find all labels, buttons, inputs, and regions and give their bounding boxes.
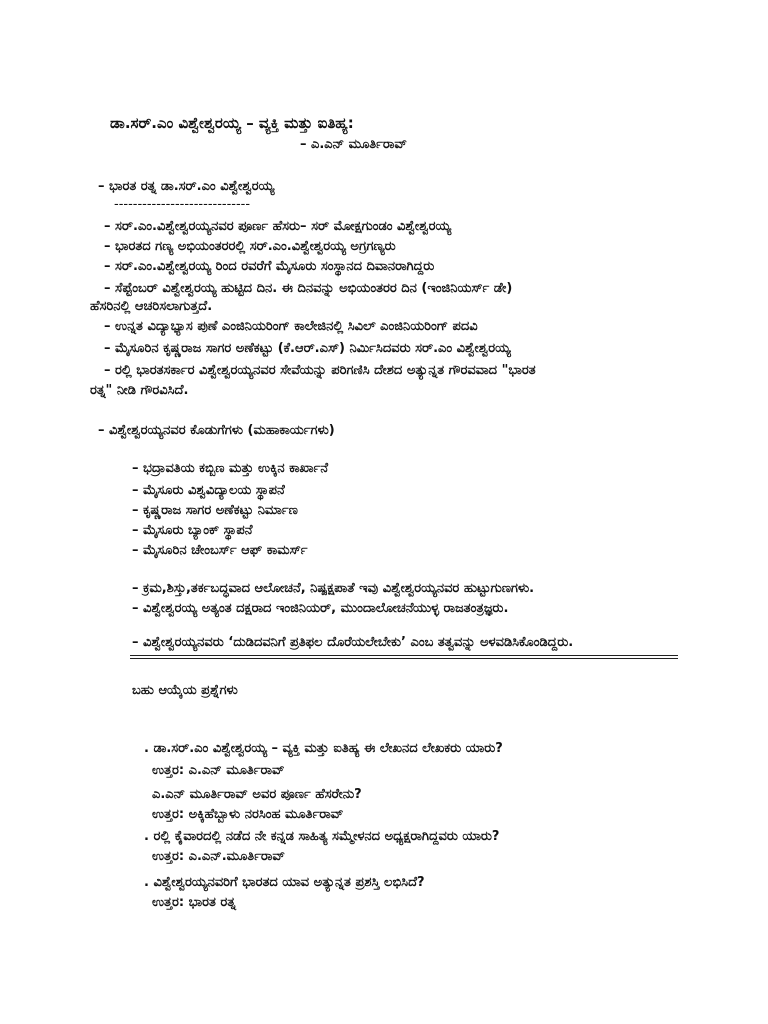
contribution-item: – ಮೈಸೂರು ವಿಶ್ವವಿದ್ಯಾಲಯ ಸ್ಥಾಪನೆ <box>132 483 285 498</box>
answer-4: ಉತ್ತರ: ಭಾರತ ರತ್ನ <box>152 895 236 910</box>
author-line: – ಎ.ಎನ್ ಮೂರ್ತಿರಾವ್ <box>300 137 407 152</box>
contribution-item: – ಭದ್ರಾವತಿಯ ಕಬ್ಬಿಣ ಮತ್ತು ಉಕ್ಕಿನ ಕಾರ್ಖಾನೆ <box>132 461 329 476</box>
principle-quote: – ವಿಶ್ವೇಶ್ವರಯ್ಯನವರು ‘ದುಡಿದವನಿಗೆ ಪ್ರತಿಫಲ ದೊರೆಯಲೇಬೇಕು’ ಎಂಬ ತತ್ವವನ್ನು ಅಳವಡಿಸಿಕೊಂಡಿದ್ದರು. <box>132 635 574 650</box>
question-4: . ವಿಶ್ವೇಶ್ವರಯ್ಯನವರಿಗೆ ಭಾರತದ ಯಾವ ಅತ್ಯುನ್ನತ ಪ್ರಶಸ್ತಿ ಲಭಿಸಿದೆ? <box>144 875 425 890</box>
section-heading-bharat-ratna: – ಭಾರತ ರತ್ನ ಡಾ.ಸರ್.ಎಂ ವಿಶ್ವೇಶ್ವರಯ್ಯ <box>98 179 275 194</box>
contribution-item: – ಮೈಸೂರು ಬ್ಯಾಂಕ್ ಸ್ಥಾಪನೆ <box>132 523 253 538</box>
question-3: . ರಲ್ಲಿ ಕೈವಾರದಲ್ಲಿ ನಡೆದ ನೇ ಕನ್ನಡ ಸಾಹಿತ್ಯ ಸಮ್ಮೇಳನದ ಅಧ್ಯಕ್ಷರಾಗಿದ್ದವರು ಯಾರು? <box>144 829 500 844</box>
section-heading-contributions: – ವಿಶ್ವೇಶ್ವರಯ್ಯನವರ ಕೊಡುಗೆಗಳು (ಮಹಾಕಾರ್ಯಗಳು) <box>98 423 335 438</box>
question-1: . ಡಾ.ಸರ್.ಎಂ ವಿಶ್ವೇಶ್ವರಯ್ಯ – ವ್ಯಕ್ತಿ ಮತ್ತು ಐತಿಹ್ಯ ಈ ಲೇಖನದ ಲೇಖಕರು ಯಾರು? <box>144 741 503 756</box>
fact-education: – ಉನ್ನತ ವಿದ್ಯಾಭ್ಯಾಸ ಪುಣೆ ಎಂಜಿನಿಯರಿಂಗ್ ಕಾಲೇಜಿನಲ್ಲಿ ಸಿವಿಲ್ ಎಂಜಿನಿಯರಿಂಗ್ ಪದವಿ <box>104 319 478 334</box>
divider-bottom <box>130 658 678 659</box>
fact-bharat-ratna-line1: – ರಲ್ಲಿ ಭಾರತಸರ್ಕಾರ ವಿಶ್ವೇಶ್ವರಯ್ಯನವರ ಸೇವೆಯನ್ನು ಪರಿಗಣಿಸಿ ದೇಶದ ಅತ್ಯುನ್ನತ ಗೌರವವಾದ "ಭಾರತ <box>104 363 536 378</box>
question-2: ಎ.ಎನ್ ಮೂರ್ತಿರಾವ್ ಅವರ ಪೂರ್ಣ ಹೆಸರೇನು? <box>152 787 362 802</box>
divider-top <box>130 655 678 656</box>
contribution-item: – ಮೈಸೂರಿನ ಚೇಂಬರ್ಸ್ ಆಫ್ ಕಾಮರ್ಸ್ <box>132 543 308 558</box>
heading-underline: ----------------------------- <box>114 197 251 212</box>
contribution-item: – ಕೃಷ್ಣರಾಜ ಸಾಗರ ಅಣೆಕಟ್ಟು ನಿರ್ಮಾಣ <box>132 503 298 518</box>
answer-3: ಉತ್ತರ: ಎ.ಎನ್.ಮೂರ್ತಿರಾವ್ <box>152 849 285 864</box>
fact-bharat-ratna-line2: ರತ್ನ" ನೀಡಿ ಗೌರವಿಸಿದೆ. <box>90 383 189 398</box>
answer-1: ಉತ್ತರ: ಎ.ಎನ್ ಮೂರ್ತಿರಾವ್ <box>152 763 285 778</box>
page-title: ಡಾ.ಸರ್.ಎಂ ವಿಶ್ವೇಶ್ವರಯ್ಯ – ವ್ಯಕ್ತಿ ಮತ್ತು ಐತಿಹ್ಯ: <box>110 114 354 132</box>
fact-engineers-day-cont: ಹೆಸರಿನಲ್ಲಿ ಆಚರಿಸಲಾಗುತ್ತದೆ. <box>90 299 213 314</box>
fact-top-engineer: – ಭಾರತದ ಗಣ್ಯ ಅಭಿಯಂತರರಲ್ಲಿ ಸರ್.ಎಂ.ವಿಶ್ವೇಶ್ವರಯ್ಯ ಅಗ್ರಗಣ್ಯರು <box>104 239 396 254</box>
fact-engineers-day: – ಸೆಪ್ಟೆಂಬರ್ ವಿಶ್ವೇಶ್ವರಯ್ಯ ಹುಟ್ಟಿದ ದಿನ. ಈ ದಿನವನ್ನು ಅಭಿಯಂತರರ ದಿನ (ಇಂಜಿನಿಯರ್ಸ್ ಡೇ) <box>104 281 513 296</box>
section-heading-mcq: ಬಹು ಆಯ್ಕೆಯ ಪ್ರಶ್ನೆಗಳು <box>132 683 238 698</box>
trait-item: – ಕ್ರಮ,ಶಿಸ್ತು,ತರ್ಕಬದ್ಧವಾದ ಆಲೋಚನೆ, ನಿಷ್ಪಕ್ಷಪಾತೆ ಇವು ವಿಶ್ವೇಶ್ವರಯ್ಯನವರ ಹುಟ್ಟುಗುಣಗಳು. <box>132 581 535 596</box>
trait-item: – ವಿಶ್ವೇಶ್ವರಯ್ಯ ಅತ್ಯಂತ ದಕ್ಷರಾದ ಇಂಜಿನಿಯರ್, ಮುಂದಾಲೋಚನೆಯುಳ್ಳ ರಾಜತಂತ್ರಜ್ಞರು. <box>132 601 509 616</box>
fact-full-name: – ಸರ್.ಎಂ.ವಿಶ್ವೇಶ್ವರಯ್ಯನವರ ಪೂರ್ಣ ಹೆಸರು– ಸರ್ ಮೋಕ್ಷಗುಂಡಂ ವಿಶ್ವೇಶ್ವರಯ್ಯ <box>104 219 452 234</box>
fact-krs-dam: – ಮೈಸೂರಿನ ಕೃಷ್ಣರಾಜ ಸಾಗರ ಅಣೆಕಟ್ಟು (ಕೆ.ಆರ್.ಎಸ್) ನಿರ್ಮಿಸಿದವರು ಸರ್.ಎಂ ವಿಶ್ವೇಶ್ವರಯ್ಯ <box>104 341 511 356</box>
answer-2: ಉತ್ತರ: ಅಕ್ಕಿಹೆಬ್ಬಾಳು ನರಸಿಂಹ ಮೂರ್ತಿರಾವ್ <box>152 807 344 822</box>
fact-diwan: – ಸರ್.ಎಂ.ವಿಶ್ವೇಶ್ವರಯ್ಯ ರಿಂದ ರವರೆಗೆ ಮೈಸೂರು ಸಂಸ್ಥಾನದ ದಿವಾನರಾಗಿದ್ದರು <box>104 259 435 274</box>
